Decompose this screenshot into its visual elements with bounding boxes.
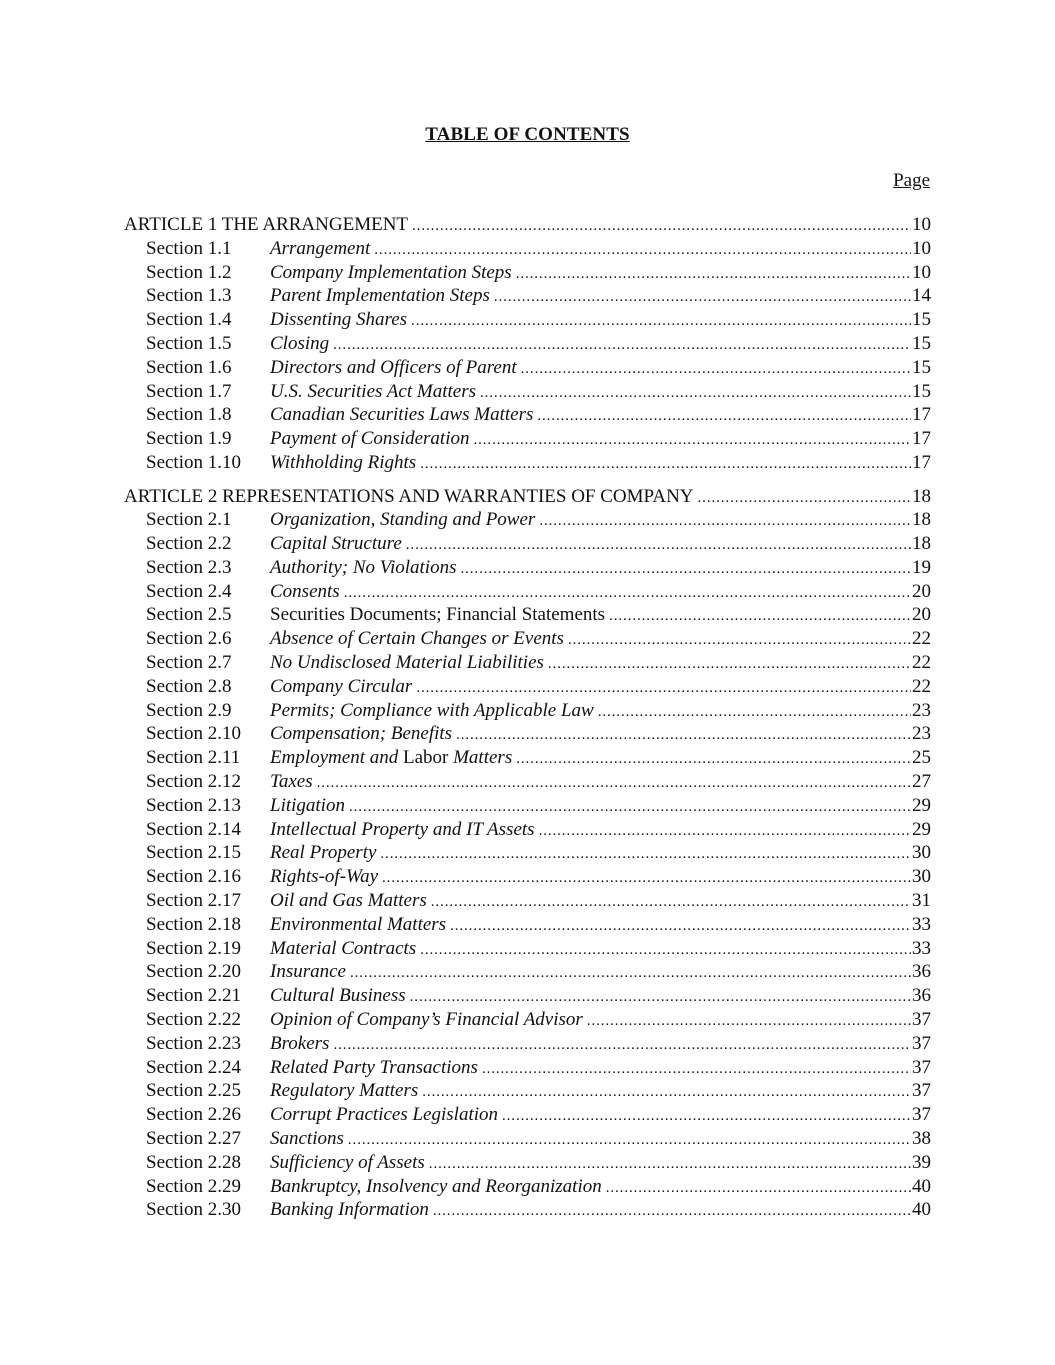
section-number: Section 2.11: [146, 747, 241, 769]
dot-leader: [521, 356, 911, 380]
toc-section-entry[interactable]: [124, 1056, 931, 1080]
section-number: Section 1.6: [146, 356, 232, 378]
page-number: 38: [912, 1128, 931, 1150]
section-title-part: Directors and Officers of Parent: [270, 356, 517, 378]
toc-section-entry[interactable]: [124, 627, 931, 651]
section-title: [270, 1079, 418, 1103]
page-number: 29: [912, 818, 931, 840]
section-title: [270, 580, 340, 604]
toc-section-entry[interactable]: [124, 380, 931, 404]
page-number: 17: [912, 428, 931, 450]
section-title: [270, 913, 446, 937]
section-number: Section 2.30: [146, 1199, 241, 1221]
section-number: Section 2.26: [146, 1104, 241, 1126]
toc-article-1-group: [124, 213, 931, 475]
section-title-part: Related Party Transactions: [270, 1056, 478, 1078]
section-number: Section 2.3: [146, 556, 232, 578]
page-number: 33: [912, 937, 931, 959]
section-title-part: Dissenting Shares: [270, 309, 408, 331]
section-number: Section 1.9: [146, 428, 232, 450]
toc-section-entry[interactable]: [124, 699, 931, 723]
section-title-part: Real Property: [270, 842, 377, 864]
section-title: [270, 1198, 429, 1222]
section-number: Section 2.1: [146, 509, 232, 531]
section-number: Section 2.8: [146, 675, 232, 697]
section-title: [270, 1008, 583, 1032]
section-title: [270, 308, 407, 332]
toc-section-entry[interactable]: [124, 960, 931, 984]
dot-leader: [450, 913, 911, 937]
page-number: 14: [912, 285, 931, 307]
section-title-part: Labor: [402, 747, 449, 769]
section-title: [270, 699, 594, 723]
section-title-part: Oil and Gas Matters: [270, 890, 427, 912]
page-number: 18: [912, 485, 931, 507]
page-number: 10: [912, 261, 931, 283]
section-number: Section 2.15: [146, 842, 241, 864]
section-title: [270, 937, 416, 961]
section-title: [270, 451, 416, 475]
section-title-part: Sufficiency of Assets: [270, 1151, 425, 1173]
page-number: 40: [912, 1175, 931, 1197]
toc-section-entry[interactable]: [124, 532, 931, 556]
section-title: [270, 261, 512, 285]
toc-section-entry[interactable]: [124, 580, 931, 604]
section-title-part: Material Contracts: [270, 937, 417, 959]
section-number: Section 2.18: [146, 913, 241, 935]
page-number: 22: [912, 675, 931, 697]
page-number: 10: [912, 237, 931, 259]
toc-section-entry[interactable]: [124, 356, 931, 380]
section-title: [270, 603, 605, 627]
section-title: [270, 675, 412, 699]
section-title: [270, 818, 535, 842]
dot-leader: [317, 770, 911, 794]
page-number: 36: [912, 985, 931, 1007]
dot-leader: [698, 485, 911, 509]
page-number: 22: [912, 628, 931, 650]
section-number: Section 2.21: [146, 985, 241, 1007]
section-title-part: Organization, Standing and Power: [270, 509, 536, 531]
page-number: 18: [912, 509, 931, 531]
section-number: Section 2.9: [146, 699, 232, 721]
toc-section-entry[interactable]: [124, 746, 931, 770]
dot-leader: [374, 237, 911, 261]
page-number: 20: [912, 604, 931, 626]
section-number: Section 2.23: [146, 1032, 241, 1054]
page-number: 15: [912, 309, 931, 331]
section-title-part: Compensation; Benefits: [270, 723, 453, 745]
dot-leader: [350, 960, 911, 984]
toc-section-entry[interactable]: [124, 1151, 931, 1175]
section-title: [270, 332, 329, 356]
section-number: Section 2.20: [146, 961, 241, 983]
dot-leader: [431, 889, 911, 913]
section-title: [270, 1103, 498, 1127]
dot-leader: [494, 284, 911, 308]
page-number: 15: [912, 356, 931, 378]
toc-section-entry[interactable]: [124, 937, 931, 961]
section-number: Section 2.16: [146, 866, 241, 888]
section-title: [270, 841, 376, 865]
section-number: Section 2.5: [146, 604, 232, 626]
toc-section-entry[interactable]: [124, 1103, 931, 1127]
dot-leader: [411, 308, 911, 332]
page-number: 19: [912, 556, 931, 578]
dot-leader: [539, 818, 911, 842]
section-title: [270, 1175, 602, 1199]
toc-section-entry[interactable]: [124, 818, 931, 842]
page-number: 37: [912, 1032, 931, 1054]
page-number: 15: [912, 380, 931, 402]
dot-leader: [609, 603, 911, 627]
section-title-part: Corrupt Practices Legislation: [270, 1104, 498, 1126]
section-title: [270, 403, 533, 427]
dot-leader: [456, 722, 911, 746]
section-title: [270, 237, 370, 261]
section-number: Section 1.4: [146, 309, 232, 331]
section-title-part: Canadian Securities Laws Matters: [270, 404, 534, 426]
section-title: [270, 532, 402, 556]
dot-leader: [460, 556, 911, 580]
section-title: [270, 865, 378, 889]
section-title: [270, 508, 535, 532]
dot-leader: [333, 1032, 911, 1056]
section-title: [270, 284, 490, 308]
page-number: 29: [912, 794, 931, 816]
toc-section-entry[interactable]: [124, 1127, 931, 1151]
toc-article-2-group: [124, 485, 931, 1223]
page-column-label: Page: [893, 170, 930, 191]
toc-section-entry[interactable]: [124, 308, 931, 332]
section-title: [270, 960, 346, 984]
section-number: Section 1.3: [146, 285, 232, 307]
toc-section-entry[interactable]: [124, 675, 931, 699]
section-title: [270, 651, 544, 675]
page-number: 37: [912, 1080, 931, 1102]
section-title-part: Regulatory Matters: [270, 1080, 419, 1102]
toc-section-entry[interactable]: [124, 770, 931, 794]
dot-leader: [380, 841, 911, 865]
section-title-part: Banking Information: [270, 1199, 429, 1221]
section-title-part: Rights-of-Way: [270, 866, 379, 888]
dot-leader: [406, 532, 911, 556]
dot-leader: [416, 675, 911, 699]
section-title-part: Company Implementation Steps: [270, 261, 512, 283]
section-number: Section 2.13: [146, 794, 241, 816]
section-title-part: Arrangement: [270, 237, 371, 259]
section-title-part: Payment of Consideration: [270, 428, 470, 450]
toc-section-entry[interactable]: [124, 261, 931, 285]
toc-section-entry[interactable]: [124, 984, 931, 1008]
page-number: 17: [912, 404, 931, 426]
section-number: Section 2.10: [146, 723, 241, 745]
section-number: Section 2.19: [146, 937, 241, 959]
section-title-part: Sanctions: [270, 1128, 344, 1150]
section-title: [270, 746, 512, 770]
section-title-part: Intellectual Property and IT Assets: [270, 818, 535, 840]
page-number: 37: [912, 1056, 931, 1078]
section-title-part: Capital Structure: [270, 533, 402, 555]
section-number: Section 2.28: [146, 1151, 241, 1173]
dot-leader: [420, 937, 911, 961]
page-number: 22: [912, 652, 931, 674]
section-title-part: Authority; No Violations: [270, 556, 457, 578]
toc-section-entry[interactable]: [124, 1032, 931, 1056]
toc-section-entry[interactable]: [124, 451, 931, 475]
section-number: Section 2.24: [146, 1056, 241, 1078]
dot-leader: [568, 627, 911, 651]
dot-leader: [410, 984, 911, 1008]
section-title-part: Closing: [270, 332, 330, 354]
page-number: 40: [912, 1199, 931, 1221]
toc-section-entry[interactable]: [124, 1079, 931, 1103]
section-number: Section 2.4: [146, 580, 232, 602]
toc-section-entry[interactable]: [124, 1008, 931, 1032]
toc-section-entry[interactable]: [124, 508, 931, 532]
section-title: [270, 770, 313, 794]
toc-heading: TABLE OF CONTENTS: [425, 124, 630, 145]
toc-section-entry[interactable]: [124, 332, 931, 356]
page-number: 23: [912, 723, 931, 745]
page-number: 33: [912, 913, 931, 935]
section-number: Section 1.5: [146, 332, 232, 354]
dot-leader: [587, 1008, 911, 1032]
dot-leader: [422, 1079, 911, 1103]
section-title-part: Securities Documents; Financial Statements: [270, 604, 606, 626]
section-title: [270, 556, 456, 580]
toc-section-entry[interactable]: [124, 865, 931, 889]
section-number: Section 2.25: [146, 1080, 241, 1102]
section-number: Section 1.10: [146, 451, 241, 473]
page-number: 30: [912, 866, 931, 888]
section-number: Section 2.27: [146, 1128, 241, 1150]
section-title: [270, 356, 517, 380]
section-title-part: Employment and: [270, 747, 403, 769]
dot-leader: [516, 746, 911, 770]
dot-leader: [333, 332, 911, 356]
toc-section-entry[interactable]: [124, 794, 931, 818]
section-title: [270, 427, 469, 451]
dot-leader: [344, 580, 911, 604]
section-title: [270, 380, 476, 404]
dot-leader: [516, 261, 911, 285]
section-number: Section 1.7: [146, 380, 232, 402]
section-title: [270, 1056, 478, 1080]
dot-leader: [502, 1103, 911, 1127]
section-title: [270, 794, 345, 818]
toc-article-entry[interactable]: [124, 485, 931, 509]
toc-article-entry[interactable]: [124, 213, 931, 237]
article-title: ARTICLE 1 THE ARRANGEMENT: [124, 214, 409, 235]
section-title: [270, 722, 452, 746]
toc-section-entry[interactable]: [124, 913, 931, 937]
dot-leader: [349, 794, 911, 818]
page-number: 15: [912, 332, 931, 354]
section-number: Section 2.14: [146, 818, 241, 840]
dot-leader: [412, 213, 911, 237]
dot-leader: [473, 427, 911, 451]
page-number: 30: [912, 842, 931, 864]
section-title-part: Litigation: [270, 794, 345, 816]
section-number: Section 2.29: [146, 1175, 241, 1197]
section-number: Section 2.17: [146, 890, 241, 912]
toc-section-entry[interactable]: [124, 889, 931, 913]
dot-leader: [420, 451, 911, 475]
section-title-part: Company Circular: [270, 675, 413, 697]
section-number: Section 2.2: [146, 533, 232, 555]
section-title-part: Cultural Business: [270, 985, 406, 1007]
toc-section-entry[interactable]: [124, 403, 931, 427]
toc-section-entry[interactable]: [124, 1175, 931, 1199]
section-number: Section 2.6: [146, 628, 232, 650]
page-number: 18: [912, 533, 931, 555]
toc-section-entry[interactable]: [124, 427, 931, 451]
section-title-part: Permits; Compliance with Applicable Law: [270, 699, 594, 721]
section-number: Section 2.22: [146, 1009, 241, 1031]
dot-leader: [606, 1175, 911, 1199]
section-title: [270, 1032, 329, 1056]
page-number: 23: [912, 699, 931, 721]
section-title-part: Parent Implementation Steps: [270, 285, 490, 307]
toc-section-entry[interactable]: [124, 1198, 931, 1222]
section-title-part: No Undisclosed Material Liabilities: [270, 652, 544, 674]
section-number: Section 2.12: [146, 771, 241, 793]
section-title-part: Brokers: [270, 1032, 330, 1054]
dot-leader: [382, 865, 911, 889]
section-title-part: Withholding Rights: [270, 451, 417, 473]
toc-section-entry[interactable]: [124, 651, 931, 675]
page-number: 37: [912, 1009, 931, 1031]
section-title-part: Taxes: [270, 771, 313, 793]
dot-leader: [433, 1198, 911, 1222]
section-number: Section 1.2: [146, 261, 232, 283]
section-title: [270, 1127, 344, 1151]
dot-leader: [480, 380, 911, 404]
page-number: 25: [912, 747, 931, 769]
dot-leader: [598, 699, 911, 723]
section-title-part: Absence of Certain Changes or Events: [270, 628, 564, 650]
section-number: Section 2.7: [146, 652, 232, 674]
page-number: 27: [912, 771, 931, 793]
dot-leader: [482, 1056, 911, 1080]
section-title: [270, 1151, 425, 1175]
page-number: 10: [912, 214, 931, 235]
section-title-part: U.S. Securities Act Matters: [270, 380, 476, 402]
page-number: 17: [912, 451, 931, 473]
section-number: Section 1.1: [146, 237, 232, 259]
section-title-part: Environmental Matters: [270, 913, 447, 935]
section-title-part: Bankruptcy, Insolvency and Reorganization: [270, 1175, 602, 1197]
section-title: [270, 984, 406, 1008]
section-title-part: Opinion of Company’s Financial Advisor: [270, 1009, 583, 1031]
page-number: 39: [912, 1151, 931, 1173]
dot-leader: [429, 1151, 911, 1175]
page-number: 37: [912, 1104, 931, 1126]
dot-leader: [348, 1127, 911, 1151]
section-title-part: Insurance: [270, 961, 346, 983]
dot-leader: [539, 508, 911, 532]
section-title-part: Consents: [270, 580, 340, 602]
toc-section-entry[interactable]: [124, 841, 931, 865]
dot-leader: [548, 651, 911, 675]
toc-section-entry[interactable]: [124, 284, 931, 308]
article-title: ARTICLE 2 REPRESENTATIONS AND WARRANTIES OF COMPANY: [124, 485, 694, 507]
dot-leader: [537, 403, 911, 427]
toc-section-entry[interactable]: [124, 556, 931, 580]
toc-section-entry[interactable]: [124, 237, 931, 261]
section-title: [270, 627, 564, 651]
toc-section-entry[interactable]: [124, 603, 931, 627]
section-number: Section 1.8: [146, 404, 232, 426]
page-number: 36: [912, 961, 931, 983]
toc-section-entry[interactable]: [124, 722, 931, 746]
page-number: 20: [912, 580, 931, 602]
section-title: [270, 889, 427, 913]
page-number: 31: [912, 890, 931, 912]
section-title-part: Matters: [448, 747, 513, 769]
